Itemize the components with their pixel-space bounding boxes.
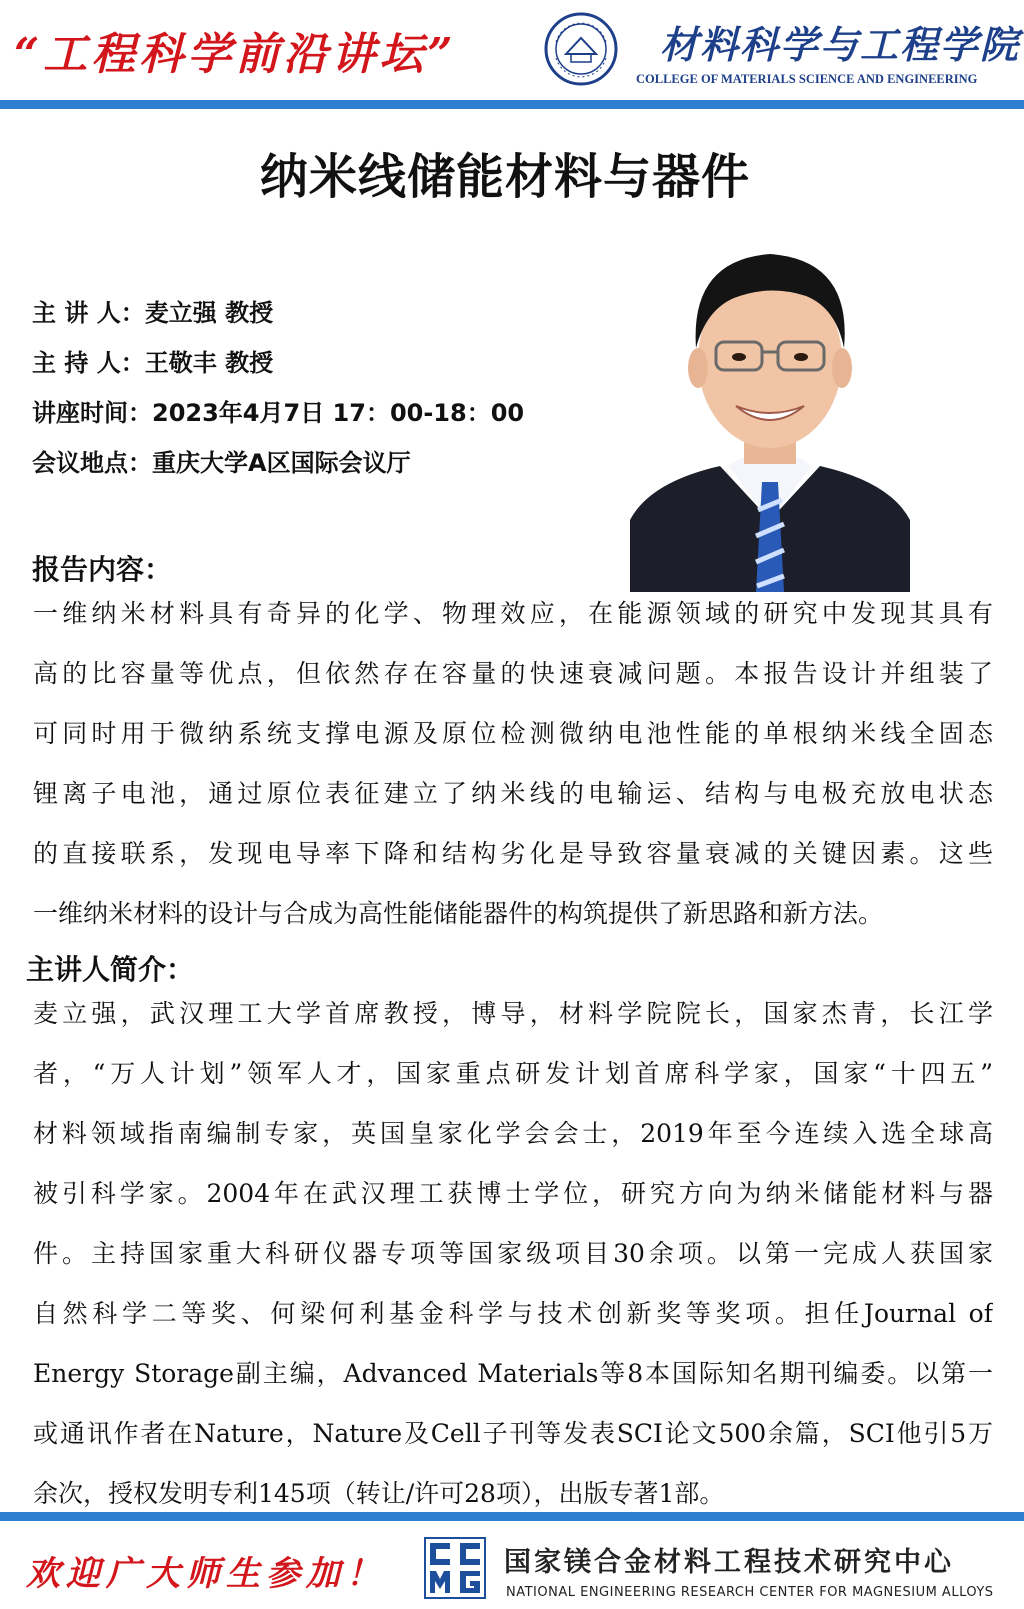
bio-line: 麦立强，武汉理工大学首席教授，博导，材料学院院长，国家杰青，长江学 — [33, 999, 993, 1028]
forum-title: “工程科学前沿讲坛” — [14, 29, 457, 80]
bio-line: 被引科学家。2004年在武汉理工获博士学位，研究方向为纳米储能材料与器 — [33, 1179, 993, 1208]
content-line: 一维纳米材料的设计与合成为高性能储能器件的构筑提供了新思路和新方法。 — [33, 899, 884, 928]
content-line: 一维纳米材料具有奇异的化学、物理效应，在能源领域的研究中发现其具有 — [33, 599, 993, 628]
report-content-heading: 报告内容： — [32, 553, 173, 586]
university-seal-icon — [544, 12, 618, 86]
host-row: 主 持 人：王敬丰 教授 — [32, 349, 274, 377]
center-name-en: NATIONAL ENGINEERING RESEARCH CENTER FOR MAGNESIUM ALLOYS — [506, 1585, 994, 1600]
bio-line: Energy Storage副主编，Advanced Materials等8本国际知名期刊编委。以第一 — [33, 1359, 993, 1388]
bio-line: 或通讯作者在Nature，Nature及Cell子刊等发表SCI论文500余篇，SCI他引5万 — [33, 1419, 993, 1448]
lecture-title: 纳米线储能材料与器件 — [259, 149, 750, 205]
ccmg-logo-icon — [424, 1537, 486, 1599]
welcome-slogan: 欢迎广大师生参加！ — [26, 1554, 386, 1594]
time-row: 讲座时间：2023年4月7日 17：00-18：00 — [32, 399, 525, 427]
college-name-cn: 材料科学与工程学院 — [660, 22, 1021, 67]
content-line: 可同时用于微纳系统支撑电源及原位检测微纳电池性能的单根纳米线全固态 — [33, 719, 993, 748]
bio-line: 者，“万人计划”领军人才，国家重点研发计划首席科学家，国家“十四五” — [33, 1059, 993, 1088]
bio-line: 材料领域指南编制专家，英国皇家化学会会士，2019年至今连续入选全球高 — [33, 1119, 993, 1148]
footer-divider — [0, 1512, 1024, 1521]
poster-header — [0, 0, 1024, 100]
bio-line: 余次，授权发明专利145项（转让/许可28项），出版专著1部。 — [33, 1479, 725, 1508]
speaker-bio-heading: 主讲人简介： — [26, 953, 195, 986]
speaker-row: 主 讲 人：麦立强 教授 — [32, 299, 274, 327]
header-divider — [0, 100, 1024, 109]
college-name-en: COLLEGE OF MATERIALS SCIENCE AND ENGINEERING — [636, 72, 978, 86]
venue-row: 会议地点：重庆大学A区国际会议厅 — [32, 449, 411, 477]
center-name-cn: 国家镁合金材料工程技术研究中心 — [504, 1547, 954, 1578]
bio-line: 自然科学二等奖、何梁何利基金科学与技术创新奖等奖项。担任Journal of — [33, 1299, 993, 1328]
report-content-text — [33, 584, 993, 944]
content-line: 的直接联系，发现电导率下降和结构劣化是导致容量衰减的关键因素。这些 — [33, 839, 993, 868]
content-line: 锂离子电池，通过原位表征建立了纳米线的电输运、结构与电极充放电状态 — [33, 779, 993, 808]
content-line: 高的比容量等优点，但依然存在容量的快速衰减问题。本报告设计并组装了 — [33, 659, 993, 688]
lecture-info — [32, 292, 524, 492]
bio-line: 件。主持国家重大科研仪器专项等国家级项目30余项。以第一完成人获国家 — [33, 1239, 993, 1268]
speaker-photo — [630, 220, 910, 592]
speaker-bio-text — [33, 984, 993, 1524]
